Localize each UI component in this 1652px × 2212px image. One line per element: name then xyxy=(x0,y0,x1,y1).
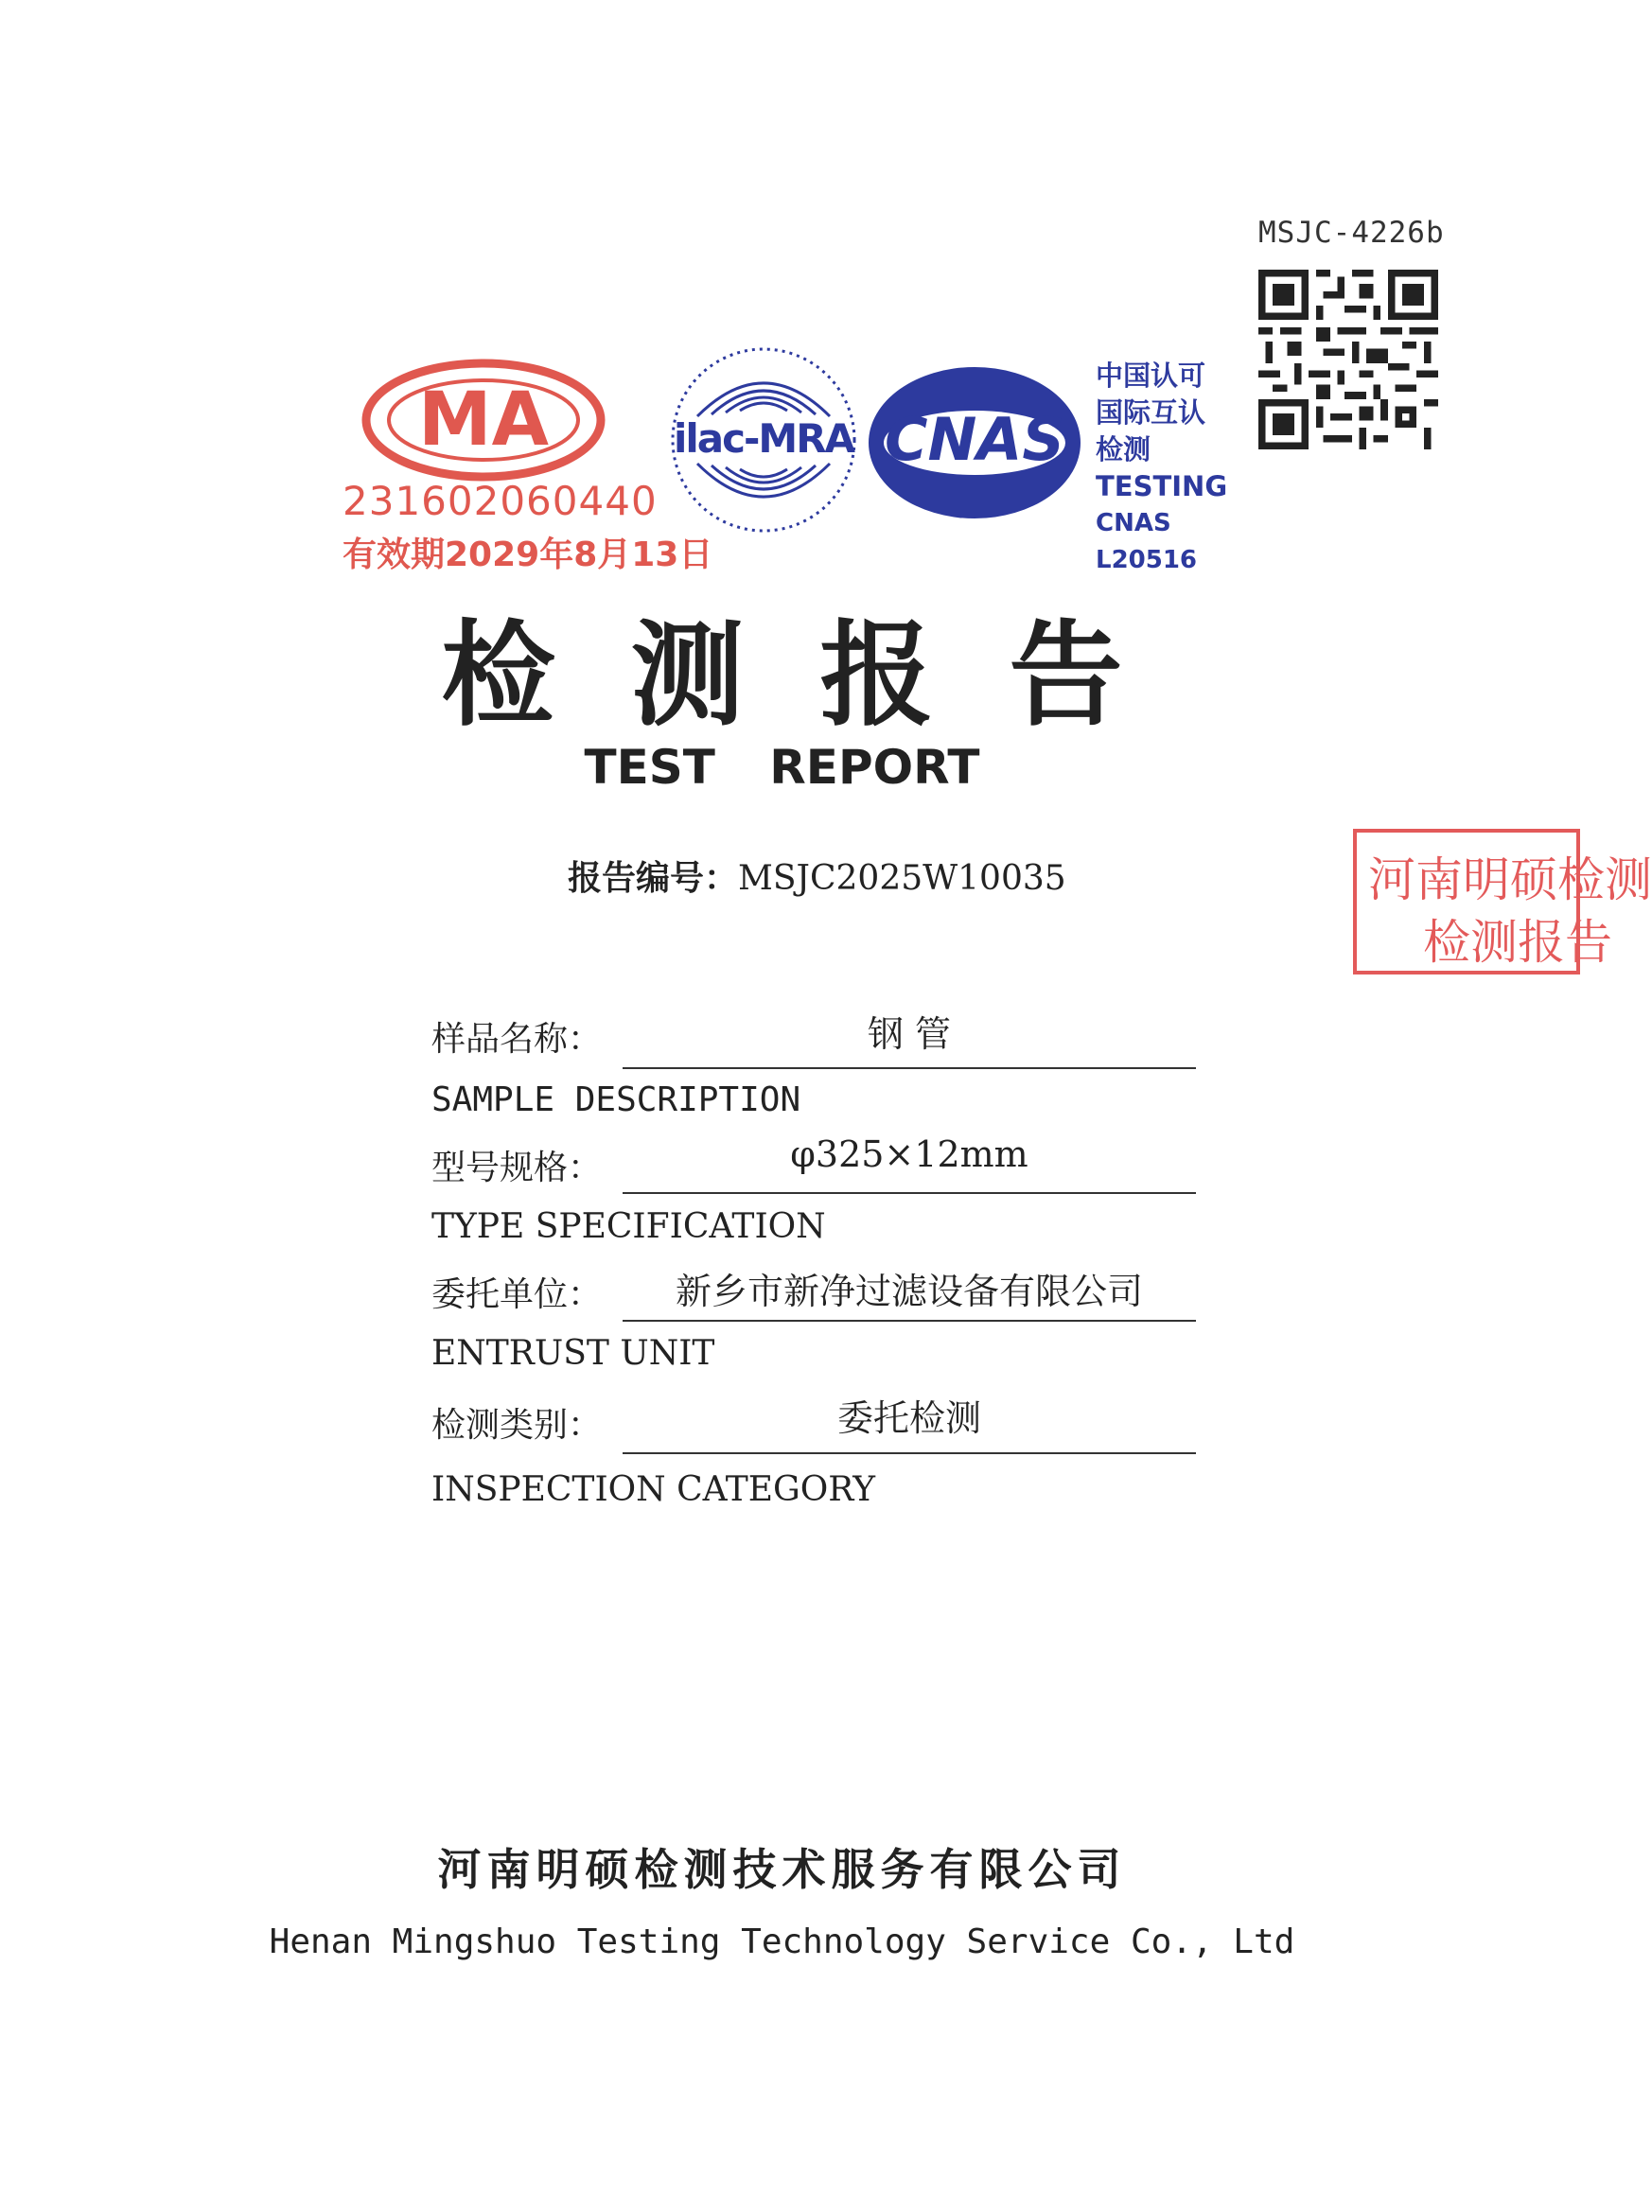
report-number-value: MSJC2025W10035 xyxy=(738,859,1066,898)
company-name-chinese: 河南明硕检测技术服务有限公司 xyxy=(437,1844,1127,1895)
svg-text:MA: MA xyxy=(418,377,549,463)
cnas-accreditation-text xyxy=(1096,358,1257,579)
type-spec-label: 型号规格： xyxy=(431,1149,603,1187)
report-number-label: 报告编号： xyxy=(568,859,739,898)
stamp-line-1: 河南明硕检测 xyxy=(1368,852,1652,907)
entrust-unit-label-en: ENTRUST UNIT xyxy=(431,1334,715,1373)
inspection-category-value: 委托检测 xyxy=(836,1397,981,1439)
type-spec-value: φ325×12mm xyxy=(790,1133,1028,1175)
inspection-category-underline xyxy=(623,1452,1196,1454)
cma-validity: 有效期2029年8月13日 xyxy=(343,535,713,574)
sample-name-label-en: SAMPLE DESCRIPTION xyxy=(431,1080,801,1119)
entrust-unit-underline xyxy=(623,1320,1196,1322)
title-english: TEST REPORT xyxy=(584,740,980,795)
sample-name-value: 钢 管 xyxy=(867,1013,952,1055)
cma-logo-icon xyxy=(361,358,606,483)
report-number xyxy=(568,851,1066,900)
inspection-category-label: 检测类别： xyxy=(431,1406,603,1445)
cnas-mark-label: CNAS xyxy=(884,405,1065,474)
cnas-line-5: CNAS L20516 xyxy=(1096,509,1198,574)
type-spec-label-en: TYPE SPECIFICATION xyxy=(431,1207,826,1246)
cnas-line-1: 中国认可 xyxy=(1096,360,1206,392)
inspection-category-label-en: INSPECTION CATEGORY xyxy=(431,1470,876,1509)
company-stamp xyxy=(1353,829,1652,974)
ilac-mra-logo-icon xyxy=(664,341,863,539)
cnas-line-2: 国际互认 xyxy=(1096,396,1206,429)
type-spec-underline xyxy=(623,1192,1196,1194)
cnas-line-3: 检测 xyxy=(1096,433,1151,465)
title-chinese: 检测报告 xyxy=(441,608,1199,742)
document-code: MSJC-4226b xyxy=(1258,216,1445,250)
cma-number: 231602060440 xyxy=(343,478,658,524)
qr-code-icon xyxy=(1258,270,1438,449)
sample-name-label: 样品名称： xyxy=(431,1020,603,1059)
sample-name-underline xyxy=(623,1067,1196,1069)
stamp-line-2: 检测报告 xyxy=(1423,915,1612,970)
company-name-english: Henan Mingshuo Testing Technology Service Co., Ltd xyxy=(269,1922,1295,1961)
ilac-mark-label: ilac-MRA xyxy=(673,415,854,462)
entrust-unit-label: 委托单位： xyxy=(431,1275,603,1314)
cnas-logo-icon xyxy=(861,361,1088,524)
entrust-unit-value: 新乡市新净过滤设备有限公司 xyxy=(675,1271,1143,1312)
cnas-line-4: TESTING xyxy=(1096,470,1228,502)
